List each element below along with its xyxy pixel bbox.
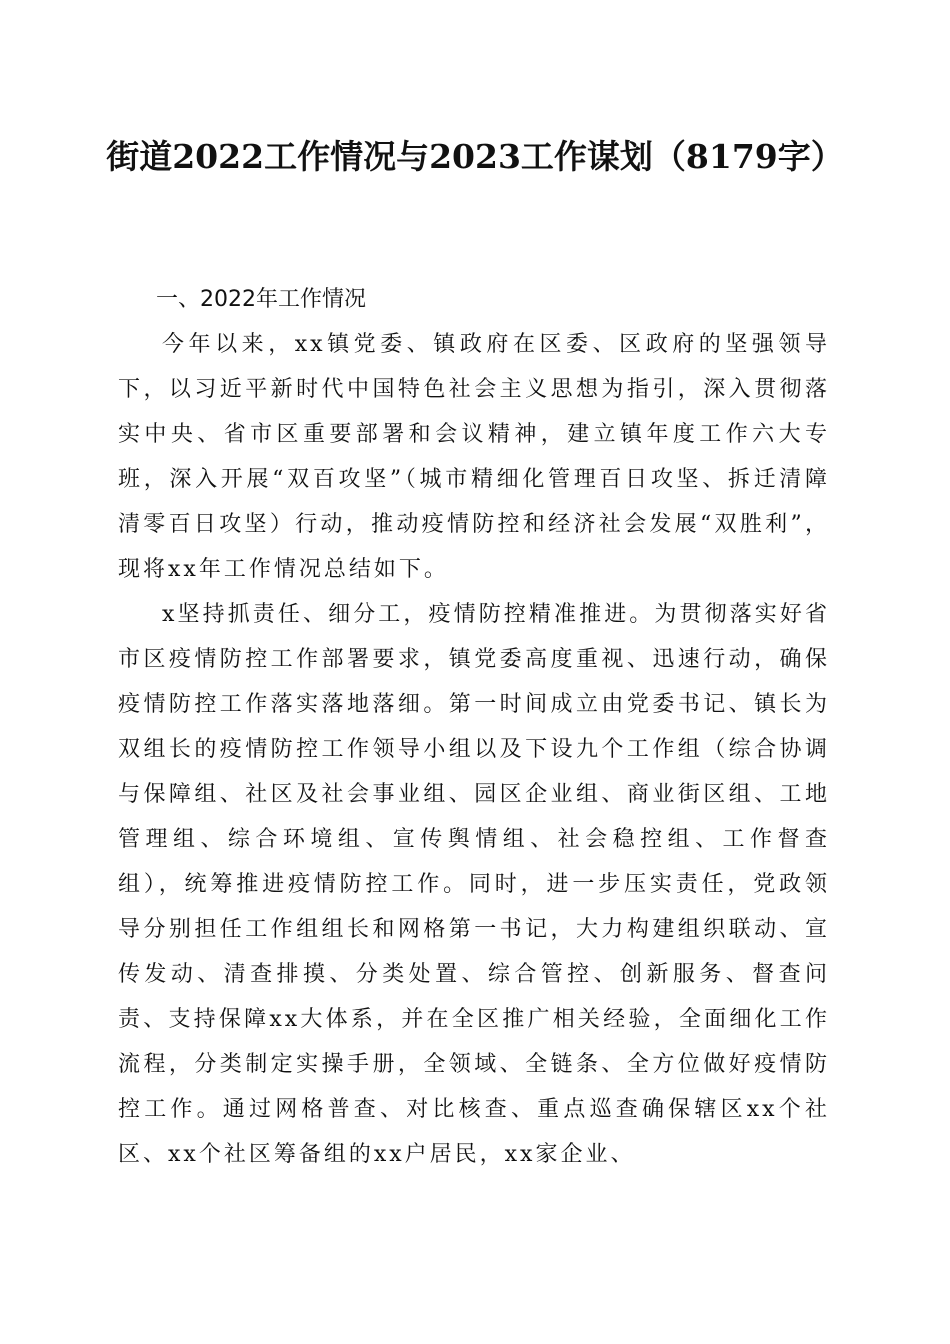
paragraph-intro: 今年以来，xx镇党委、镇政府在区委、区政府的坚强领导下，以习近平新时代中国特色社会主义思想为指引，深入贯彻落实中央、省市区重要部署和会议精神，建立镇年度工作六大专班，深入开展“双百攻坚”（城市精细化管理百日攻坚、拆迁清障清零百日攻坚）行动，推动疫情防控和经济社会发展“双胜利”，现将xx年工作情况总结如下。 [118, 332, 830, 582]
paragraph-epidemic-control: x坚持抓责任、细分工，疫情防控精准推进。为贯彻落实好省市区疫情防控工作部署要求，镇党委高度重视、迅速行动，确保疫情防控工作落实落地落细。第一时间成立由党委书记、镇长为双组长的疫情防控工作领导小组以及下设九个工作组（综合协调与保障组、社区及社会事业组、园区企业组、商业街区组、工地管理组、综合环境组、宣传舆情组、社会稳控组、工作督查组），统筹推进疫情防控工作。同时，进一步压实责任，党政领导分别担任工作组组长和网格第一书记，大力构建组织联动、宣传发动、清查排摸、分类处置、综合管控、创新服务、督查问责、支持保障xx大体系，并在全区推广相关经验，全面细化工作流程，分类制定实操手册，全领域、全链条、全方位做好疫情防控工作。通过网格普查、对比核查、重点巡查确保辖区xx个社区、xx个社区筹备组的xx户居民，xx家企业、 [118, 602, 830, 1167]
document-title: 街道2022工作情况与2023工作谋划（8179字） [106, 137, 844, 176]
document-body [118, 280, 830, 1177]
section-heading: 一、2022年工作情况 [156, 287, 366, 312]
